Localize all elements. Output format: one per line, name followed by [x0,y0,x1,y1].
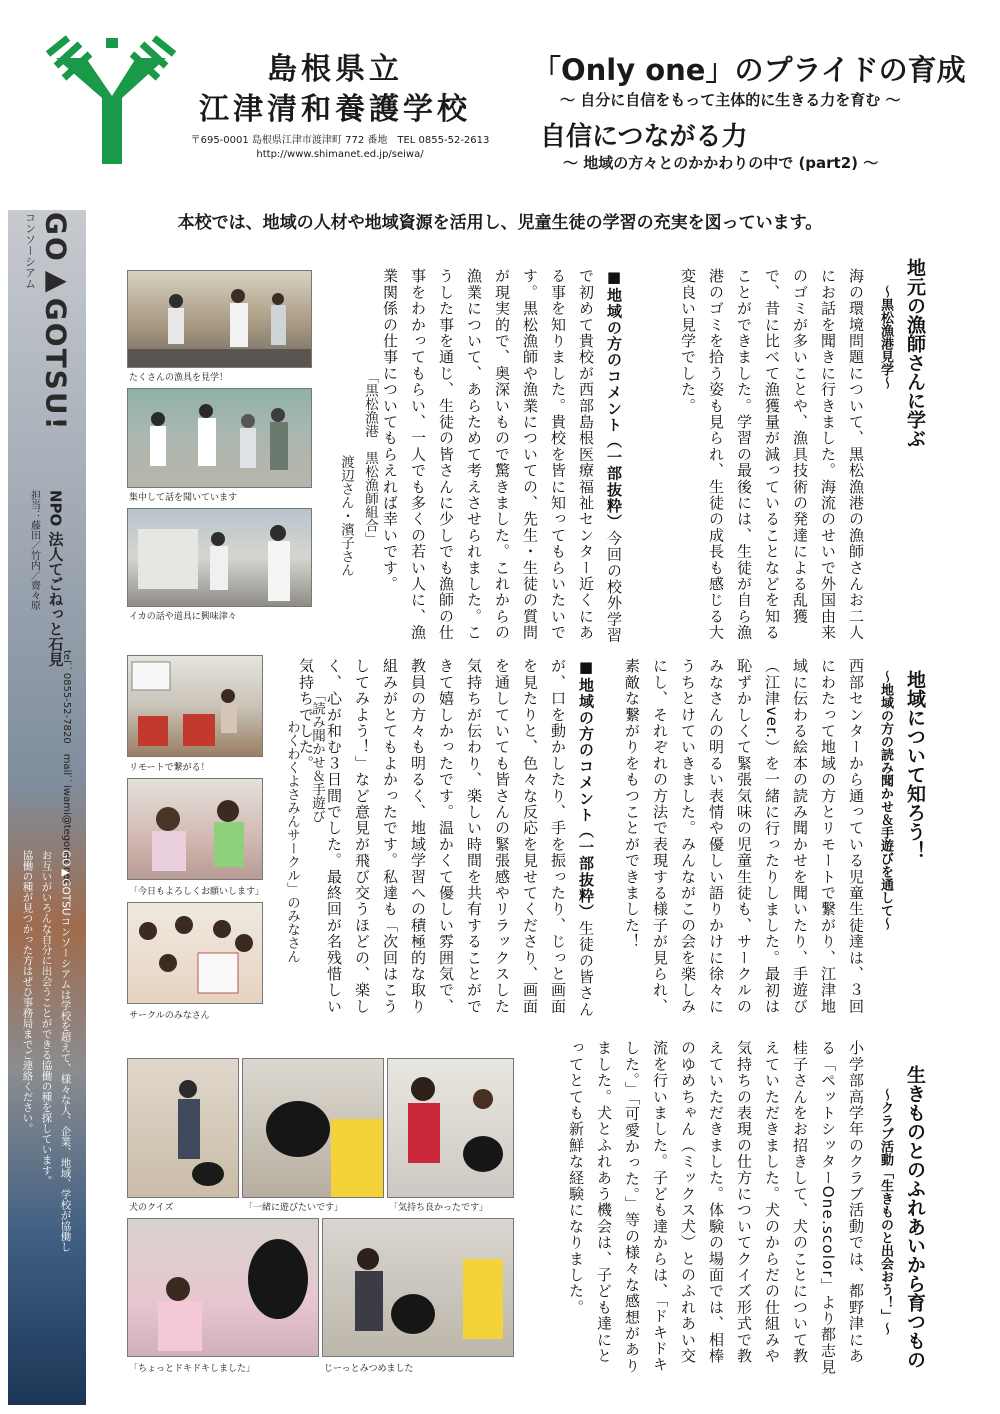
article3-title: 生きものとのふれあいから育つもの [904,1065,926,1369]
photo-dog-quiz [127,1058,239,1198]
page-title-2: 自信につながる力 [540,122,748,152]
article2-subtitle: ～地域の方の読み聞かせ＆手遊びを通して～ [878,670,893,930]
dog-photo-icon [128,1219,318,1356]
school-name-line1: 島根県立 [267,52,403,87]
dog-photo-icon [243,1059,383,1197]
article2-comment-text: 生徒の皆さんが、口を動かしたり、手を振ったり、じっと画面を見たりと、色々な反応を見せてくださり、画面を通していても皆さんの緊張感やリラックスした気持ちが伝わり、楽しい時間を共有することができて嬉しかったです。温かくて優しい雰囲気で、教員の方々も明るく、地域学習への積極的な取り組みがとてもよかったです。私達も「次回はこうしてみよう！」など意見が飛び交うほどの、楽しく、心が和む３日間でした。最終回が名残惜しい気持ちでした。 [297,658,595,1018]
article2-signature-2: わくわくよさみんサークル」のみなさん [284,720,300,963]
article1-comment-head: ■地域の方のコメント（一部抜粋） [605,268,623,531]
people-photo-icon [128,779,262,879]
caption: 「気持ち良かったです」 [389,1203,489,1213]
page-subtitle-2: ～ 地域の方々とのかかわりの中で (part2) ～ [563,154,879,172]
caption: リモートで繋がる！ [129,763,210,773]
photo-a-bit-nervous [127,1218,319,1357]
photo-listening [127,388,312,488]
article2-title: 地域について知ろう！ [904,670,926,860]
school-address: 〒695-0001 島根県江津市渡津町 772 番地 TEL 0855-52-2613 [190,135,490,146]
school-url[interactable]: http://www.shimanet.ed.jp/seiwa/ [256,149,424,160]
caption: 集中して話を聞いています [129,493,238,503]
article3-body: 小学部高学年のクラブ活動では、都野津にある「ペットシッターOne.scolor」より都志見桂子さんをお招きして、犬のことについて教えていただきました。犬のからだの仕組みや気持ちの表現の仕方についてクイズ形式で教えていただきました。体験の場面では、相棒のゆめちゃん（ミックス犬）とのふれあい交流を行いました。子ども達からは、「ドキドキした。」「可愛かった。」等の様々な感想がありました。犬とふれあう機会は、子ども達にとってとても新鮮な経験になりました。 [567,1040,865,1376]
caption: じーっとみつめました [324,1364,414,1374]
people-photo-icon [128,389,311,487]
banner-message-line: GO▶GOTSUコンソーシアムは学校を超えて、様々な人、企業、地域、学校が協働し [59,850,72,1252]
npo-name: NPO 法人てごねっと石見 [46,490,65,667]
dog-photo-icon [323,1219,513,1356]
people-photo-icon [128,903,262,1003]
page-title: 「Only one」のプライドの育成 [532,53,966,87]
photo-play-with-dog [242,1058,384,1198]
people-photo-icon [388,1059,513,1197]
article1-signature-2: 渡辺さん・濱子さん [338,455,354,577]
caption: 犬のクイズ [129,1203,174,1213]
photo-fishing-gear [127,270,312,368]
banner-brand [10,212,84,452]
intro-text: 本校では、地域の人材や地域資源を活用し、児童生徒の学習の充実を図っています。 [177,213,823,233]
people-photo-icon [128,271,311,367]
article1-comment [370,268,628,646]
dog-photo-icon [128,1059,238,1197]
photo-felt-good [387,1058,514,1198]
photo-staring [322,1218,514,1357]
caption: 「今日もよろしくお願いします」 [129,887,265,897]
school-contact [185,134,495,162]
npo-contact: tel：0855-52-7820 mail：iwami@tegonet.net [61,650,72,884]
caption: イカの話や道具に興味津々 [129,612,237,622]
article1-title: 地元の漁師さんに学ぶ [904,258,926,448]
photo-remote [127,655,263,757]
people-photo-icon [128,509,311,606]
page-subtitle: ～ 自分に自信をもって主体的に生きる力を育む ～ [560,91,901,109]
article2-comment-head: ■地域の方のコメント（一部抜粋） [577,658,595,921]
brand-sub: コンソーシアム [23,212,37,289]
banner-message [10,850,84,1250]
banner-message-line: お互いがいろんな自分に出会うことができる協働の種を探しています。 [40,850,53,1186]
caption: サークルのみなさん [129,1011,210,1021]
photo-squid [127,508,312,607]
article2-signature-1: 「読み聞かせ＆手遊び [309,688,325,823]
banner-npo [10,490,84,910]
article2-body: 西部センターから通っている児童生徒達は、３回にわたって地域の方とリモートで繋がり、江津地域に伝わる絵本の読み聞かせを聞いたり、手遊び（江津ver.）を一緒に行ったりしました。最初は恥ずかしくて緊張気味の児童生徒も、サークルのみなさんの明るい表情や優しい語りかけに徐々にうちとけていきました。みんながこの会を楽しみにし、それぞれの方法で表現する様子が見られ、素敵な繋がりをもつことができました！ [623,658,865,1015]
caption: 「ちょっとドキドキしました」 [129,1364,256,1374]
caption: たくさんの漁具を見学！ [129,373,229,383]
photo-circle [127,902,263,1004]
classroom-photo-icon [128,656,262,756]
school-logo [46,36,176,164]
article3-subtitle: ～クラブ活動「生きものと出会おう！」～ [878,1088,893,1335]
school-name-line2: 江津清和養護学校 [199,92,471,127]
article1-subtitle: ～黒松漁港見学～ [878,285,893,389]
brand-logo: GO▶GOTSU! [39,212,73,432]
photo-greeting [127,778,263,880]
logo-y-icon [46,36,176,164]
article1-body: 海の環境問題について、黒松漁港の漁師さんお二人にお話を聞きに行きました。海流のせいで外国由来のゴミが多いことや、漁具技術の発達による乱獲で、昔に比べて漁獲量が減っていることなどを知ることができました。学習の最後には、生徒が自ら漁港のゴミを拾う姿も見られ、生徒の成長も感じる大変良い見学でした。 [679,268,865,641]
npo-staff: 担当：藤田／竹内／齋々原 [28,490,40,610]
article1-signature-1: 「黒松漁港 黒松漁師組合」 [362,370,378,546]
banner-message-line: 協働の種が見つかった方はぜひ事務局までご連絡ください。 [21,850,34,1134]
article1-comment-text: 今回の校外学習で初めて貴校が西部島根医療福祉センター近くにある事を知りました。貴校を皆に知ってもらいたいです。黒松漁師や漁業についての、先生・生徒の質問が現実的で、奥深いもので驚きました。これからの漁業について、あらためて考えさせられました。こうした事を通じ、生徒の皆さんに少しでも漁師の仕事をわかってもらい、一人でも多くの若い人に、漁業関係の仕事についてもらえれば幸いです。 [381,268,623,644]
school-name [185,50,485,130]
caption: 「一緒に遊びたいです」 [244,1203,344,1213]
